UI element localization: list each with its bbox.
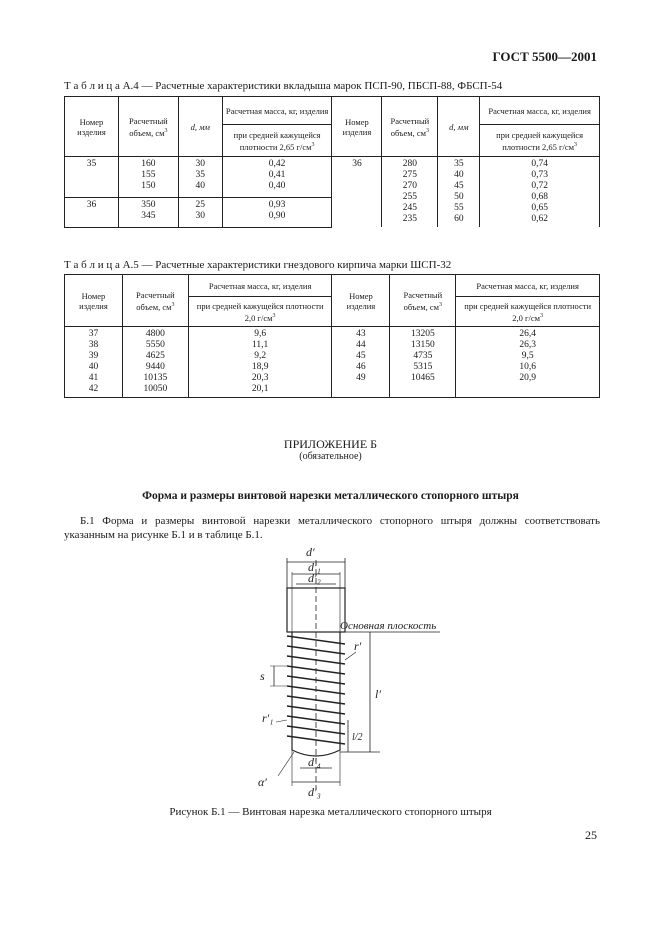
appendix-subtitle: (обязательное) — [299, 451, 362, 462]
appendix-title: ПРИЛОЖЕНИЕ Б — [283, 437, 378, 451]
table-a4 — [64, 96, 600, 228]
a5-col-mass-sub-left: при средней кажущейся плотности 2,0 $г/см^3$ — [188, 297, 332, 327]
a5-col-mass-left: Расчетная масса, кг, изделия — [188, 275, 332, 297]
label-d: d′ — [306, 545, 315, 559]
a4-col-number-right: Номер изделия — [332, 97, 382, 157]
a5-col-mass-right: Расчетная масса, кг, изделия — [456, 275, 600, 297]
label-d2: d′₂ — [308, 571, 321, 585]
a4-col-volume-left: Расчетный объем, $см^3$ — [118, 97, 178, 157]
a4-col-mass-left: Расчетная масса, кг, изделия — [222, 97, 332, 125]
a5-col-number-left: Номер изделия — [65, 275, 123, 327]
document-id: ГОСТ 5500—2001 — [492, 49, 597, 64]
label-d3: d′₃ — [308, 785, 321, 799]
appendix-paragraph: Б.1 Форма и размеры винтовой нарезки металлического стопорного штыря должны соответствовать указанным на рисунке Б.1 и в таблице Б.1. — [64, 515, 600, 541]
a5-col-volume-left: Расчетный объем, $см^3$ — [122, 275, 188, 327]
appendix-heading: Форма и размеры винтовой нарезки металлического стопорного штыря — [142, 490, 519, 502]
page-number: 25 — [585, 828, 597, 842]
a4-col-mass-sub-left: при средней кажущейся плотности 2,65 $г/см^3$ — [222, 125, 332, 157]
table-a5 — [64, 274, 600, 398]
label-l-half: l/2 — [352, 732, 363, 743]
a4-col-d-right: d, мм — [438, 97, 480, 157]
a5-col-mass-sub-right: при средней кажущейся плотности 2,0 $г/см^3$ — [456, 297, 600, 327]
label-l: l′ — [375, 687, 381, 701]
label-d4: d′₄ — [308, 755, 321, 769]
table-a5-caption: Т а б л и ц а А.5 — Расчетные характеристики гнездового кирпича марки ШСП-32 — [64, 259, 452, 271]
table-row: 36 350 345 25 30 0,93 0,90 — [65, 198, 600, 227]
a4-col-volume-right: Расчетный объем, $см^3$ — [382, 97, 438, 157]
label-base-plane: Основная плоскость — [340, 620, 437, 632]
label-s: s — [260, 669, 265, 683]
a4-col-mass-sub-right: при средней кажущейся плотности 2,65 $г/см^3$ — [480, 125, 600, 157]
a5-col-volume-right: Расчетный объем, $см^3$ — [390, 275, 456, 327]
a5-col-number-right: Номер изделия — [332, 275, 390, 327]
a4-col-mass-right: Расчетная масса, кг, изделия — [480, 97, 600, 125]
label-d1: d′₁ — [308, 560, 321, 574]
table-row: 37 38 39 40 41 42 4800 5550 4625 9440 10135 10050 9,6 11,1 9,2 18,9 20,3 20,1 43 44 45 46 49 13205 13150 4735 5315 10465 26,4 26,3 9,5 10,6 20,9 — [65, 327, 600, 398]
a4-col-d-left: d, мм — [178, 97, 222, 157]
table-row: 35 160 155 150 30 35 40 0,42 0,41 0,40 36 280 275 270 255 245 235 35 40 45 50 55 60 0,74 0,73 0,72 0,68 0,65 0,62 — [65, 157, 600, 198]
label-r1: r′₁ — [262, 711, 274, 725]
label-alpha: α′ — [258, 775, 267, 789]
figure-caption: Рисунок Б.1 — Винтовая нарезка металлического стопорного штыря — [169, 806, 492, 818]
label-r: r′ — [354, 639, 362, 653]
table-a4-caption: Т а б л и ц а А.4 — Расчетные характеристики вкладыша марок ПСП-90, ПБСП-88, ФБСП-54 — [64, 80, 503, 92]
thread-figure — [230, 540, 470, 800]
a4-col-number-left: Номер изделия — [65, 97, 119, 157]
